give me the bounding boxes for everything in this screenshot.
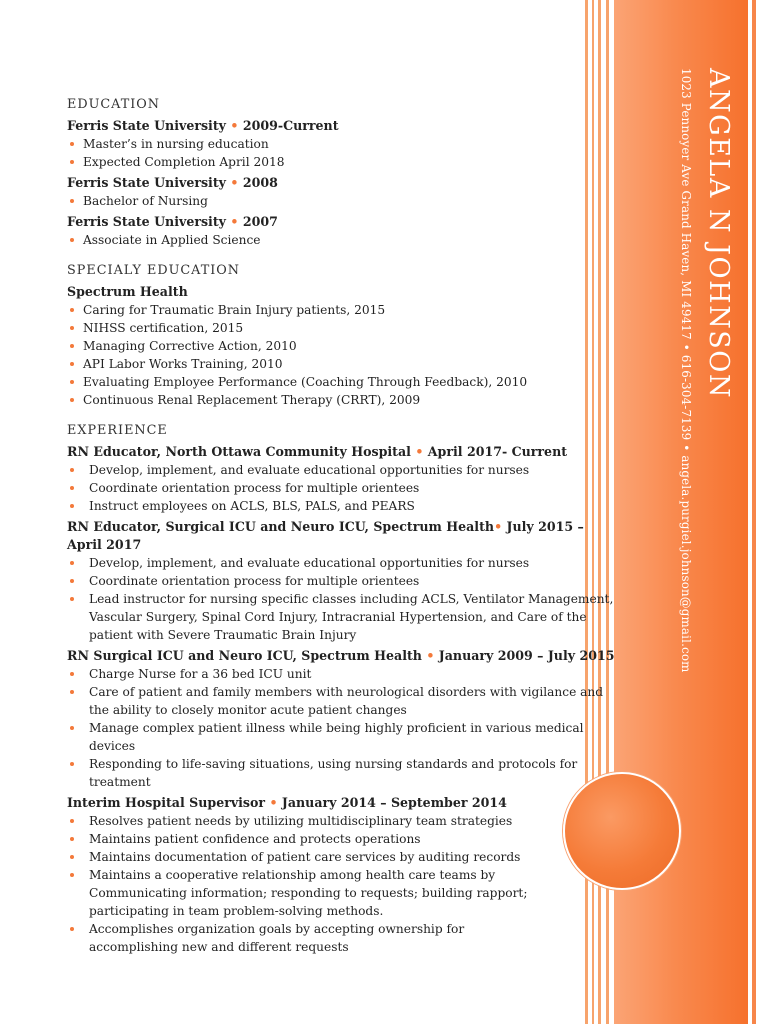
spacer [67, 252, 617, 262]
entry-title [67, 213, 617, 231]
list-item: Coordinate orientation process for multiple orientees [67, 479, 617, 497]
entry-date: July 2015 – April 2017 [67, 519, 584, 552]
entry-date: 2008 [242, 175, 278, 190]
entry-date: April 2017- Current [427, 444, 568, 459]
list-item: Maintains documentation of patient care services by auditing records [67, 848, 537, 866]
list-item: API Labor Works Training, 2010 [67, 355, 617, 373]
entry-separator: • [225, 214, 243, 229]
section-heading-education: EDUCATION [67, 97, 160, 112]
entry-date: 2009-Current [242, 118, 339, 133]
list-item: Resolves patient needs by utilizing multidisciplinary team strategies [67, 812, 537, 830]
bullet-list [67, 461, 617, 515]
contact-info: 1023 Pennoyer Ave Grand Haven, MI 49417 • 616-304-7139 • angela.purgiel.johnson@gmail.com [679, 68, 693, 673]
list-item: Responding to life-saving situations, using nursing standards and protocols for treatment [67, 755, 617, 791]
list-item: Caring for Traumatic Brain Injury patients, 2015 [67, 301, 617, 319]
entry-date: January 2009 – July 2015 [438, 648, 615, 663]
list-item: Care of patient and family members with neurological disorders with vigilance and the ability to closely monitor acute patient changes [67, 683, 617, 719]
list-item: NIHSS certification, 2015 [67, 319, 617, 337]
list-item: Coordinate orientation process for multiple orientees [67, 572, 617, 590]
section-heading-specialty: SPECIALY EDUCATION [67, 263, 240, 278]
entry-organization: Ferris State University [67, 175, 226, 190]
list-item: Maintains patient confidence and protects operations [67, 830, 537, 848]
bullet-list [67, 192, 617, 210]
entry-separator: • [494, 519, 507, 534]
spacer [67, 412, 617, 422]
entry-title [67, 174, 617, 192]
list-item: Develop, implement, and evaluate educational opportunities for nurses [67, 461, 617, 479]
bullet-list [67, 812, 537, 956]
list-item: Develop, implement, and evaluate educational opportunities for nurses [67, 554, 617, 572]
list-item: Bachelor of Nursing [67, 192, 617, 210]
resume-body [67, 96, 617, 959]
list-item: Associate in Applied Science [67, 231, 617, 249]
entry-date: 2007 [242, 214, 278, 229]
bullet-list [67, 231, 617, 249]
entry-date: January 2014 – September 2014 [281, 795, 507, 810]
entry-organization: Ferris State University [67, 118, 226, 133]
list-item: Accomplishes organization goals by accepting ownership for accomplishing new and different requests [67, 920, 537, 956]
list-item: Instruct employees on ACLS, BLS, PALS, and PEARS [67, 497, 617, 515]
entry-organization: Interim Hospital Supervisor [67, 795, 266, 810]
entry-separator: • [225, 118, 243, 133]
entry-title [67, 518, 617, 554]
list-item: Charge Nurse for a 36 bed ICU unit [67, 665, 617, 683]
entry-organization: Spectrum Health [67, 284, 188, 299]
list-item: Managing Corrective Action, 2010 [67, 337, 617, 355]
bullet-list [67, 665, 617, 791]
entry-separator: • [265, 795, 282, 810]
list-item: Expected Completion April 2018 [67, 153, 617, 171]
entry-separator: • [421, 648, 439, 663]
entry-organization: RN Educator, North Ottawa Community Hospital [67, 444, 411, 459]
entry-title [67, 117, 617, 135]
entry-organization: RN Educator, Surgical ICU and Neuro ICU, Spectrum Health [67, 519, 495, 534]
list-item: Evaluating Employee Performance (Coaching Through Feedback), 2010 [67, 373, 617, 391]
section-heading-experience: EXPERIENCE [67, 423, 168, 438]
bullet-list [67, 554, 617, 644]
sidebar-edge [756, 0, 768, 1024]
bullet-list [67, 301, 617, 409]
list-item: Master’s in nursing education [67, 135, 617, 153]
list-item: Maintains a cooperative relationship among health care teams by Communicating information; responding to requests; building rapport; participating in team problem-solving methods. [67, 866, 537, 920]
entry-organization: RN Surgical ICU and Neuro ICU, Spectrum Health [67, 648, 422, 663]
entry-organization: Ferris State University [67, 214, 226, 229]
entry-separator: • [225, 175, 243, 190]
list-item: Lead instructor for nursing specific classes including ACLS, Ventilator Management, Vascular Surgery, Spinal Cord Injury, Intracranial Hypertension, and Care of the patient with Severe Traumatic Brain Injury [67, 590, 617, 644]
entry-separator: • [410, 444, 428, 459]
candidate-name: ANGELA N JOHNSON [703, 68, 734, 400]
list-item: Continuous Renal Replacement Therapy (CRRT), 2009 [67, 391, 617, 409]
entry-title [67, 443, 617, 461]
entry-title [67, 794, 617, 812]
list-item: Manage complex patient illness while being highly proficient in various medical devices [67, 719, 617, 755]
entry-title [67, 647, 617, 665]
bullet-list [67, 135, 617, 171]
